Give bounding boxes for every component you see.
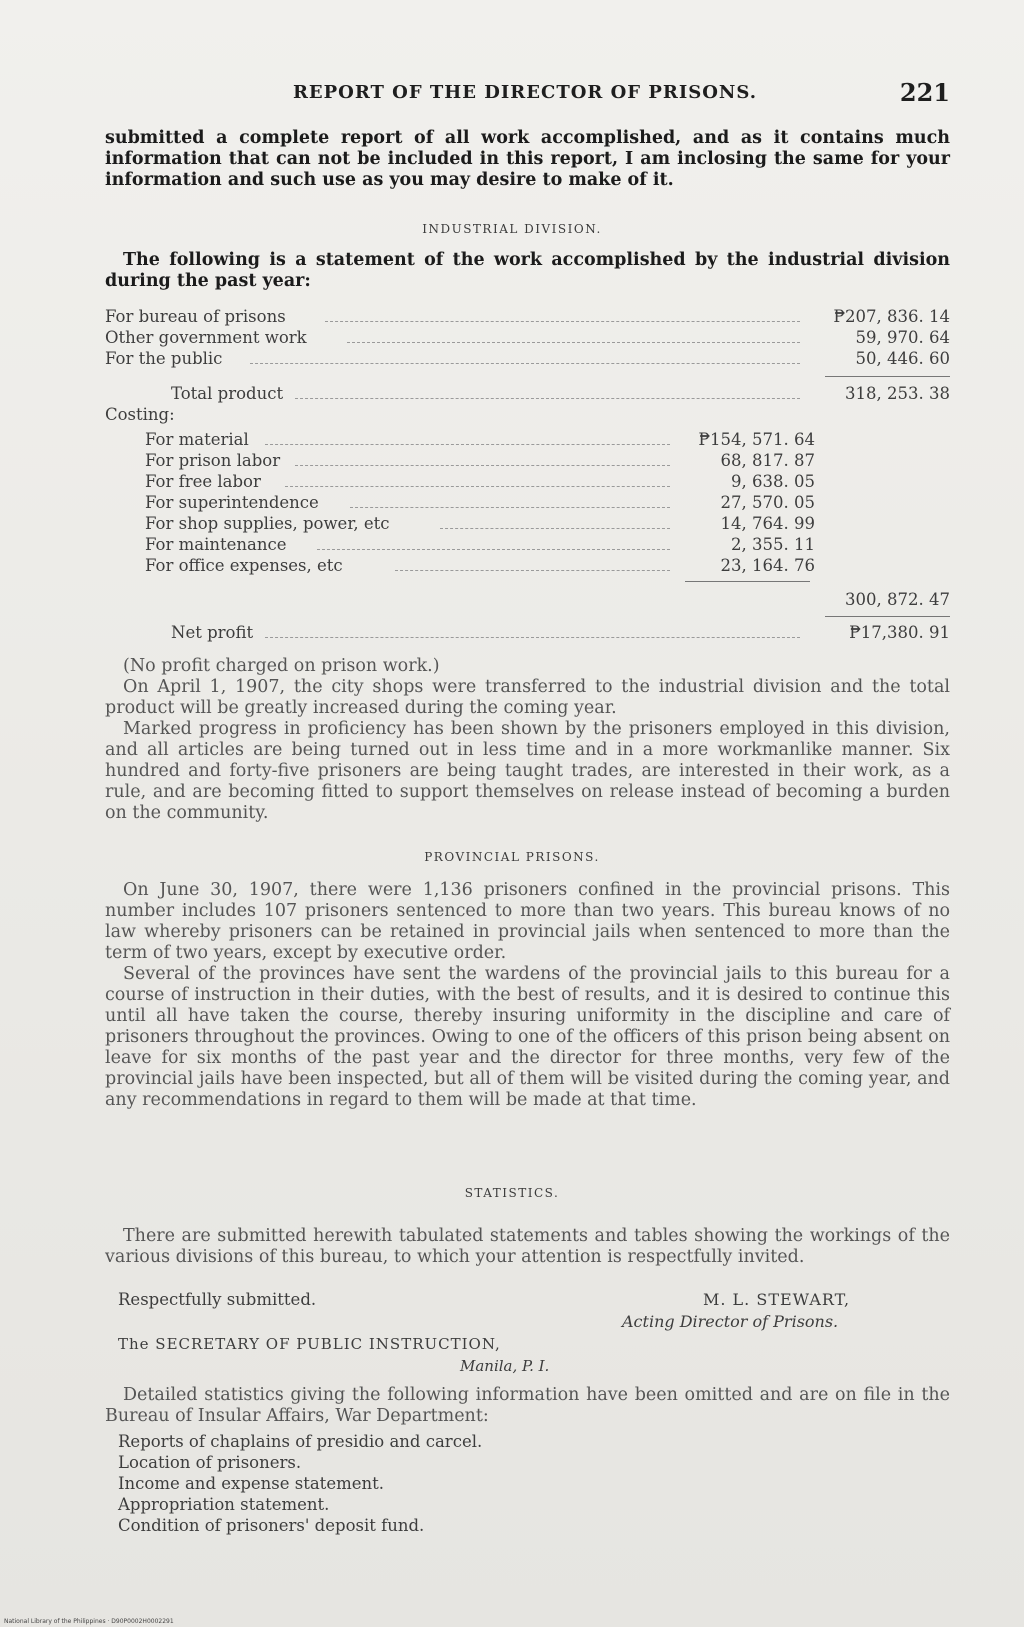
omitted-text-block bbox=[105, 1385, 950, 1427]
industrial-text-block bbox=[105, 656, 950, 824]
library-footer: National Library of the Philippines · D90P0002H0002291 bbox=[4, 1618, 174, 1625]
total-product-amount: 318, 253. 38 bbox=[845, 384, 950, 403]
provincial-para-2: Several of the provinces have sent the wardens of the provincial jails to this bureau for a course of instruction in their duties, with the best of results, and it is desired to continue this until all have taken the course, thereby insuring uniformity in the discipline and care of prisoners throughout the provinces. Owing to one of the officers of this prison being absent on leave for six months of the past year and the director for three months, very few of the provincial jails have been inspected, but all of them will be visited during the coming year, and any recommendations in regard to them will be made at that time. bbox=[105, 964, 950, 1110]
leader-dots bbox=[265, 637, 800, 638]
omitted-item: Appropriation statement. bbox=[118, 1495, 330, 1514]
provincial-text-block bbox=[105, 880, 950, 1111]
product-label: For the public bbox=[105, 349, 223, 368]
provincial-para-1: On June 30, 1907, there were 1,136 prisoners confined in the provincial prisons. This number includes 107 prisoners sentenced to more than two years. This bureau knows of no law whereby prisoners can be retained in provincial jails when sentenced to more than the term of two years, except by executive order. bbox=[105, 880, 950, 963]
leader-dots bbox=[285, 486, 670, 487]
leader-dots bbox=[347, 342, 800, 343]
product-label: Other government work bbox=[105, 328, 307, 347]
intro-paragraph-block bbox=[105, 128, 950, 191]
costing-line bbox=[105, 451, 950, 471]
addressee: The SECRETARY OF PUBLIC INSTRUCTION, bbox=[118, 1335, 501, 1353]
costing-item-label: For shop supplies, power, etc bbox=[145, 514, 390, 533]
product-line-public bbox=[105, 349, 950, 369]
costing-item-label: For prison labor bbox=[145, 451, 281, 470]
costing-line bbox=[105, 556, 950, 576]
costing-item-label: For office expenses, etc bbox=[145, 556, 343, 575]
omitted-item: Reports of chaplains of presidio and carcel. bbox=[118, 1432, 483, 1451]
place: Manila, P. I. bbox=[460, 1357, 550, 1375]
product-amount: 59, 970. 64 bbox=[855, 328, 950, 347]
costing-total-amount: 300, 872. 47 bbox=[845, 590, 950, 609]
product-line-government bbox=[105, 328, 950, 348]
total-product-label: Total product bbox=[171, 384, 284, 403]
costing-item-amount: 27, 570. 05 bbox=[720, 493, 815, 512]
costing-item-amount: 2, 355. 11 bbox=[731, 535, 815, 554]
net-profit-amount: ₱17,380. 91 bbox=[849, 623, 950, 642]
costing-item-amount: 14, 764. 99 bbox=[720, 514, 815, 533]
product-amount: ₱207, 836. 14 bbox=[833, 307, 950, 326]
leader-dots bbox=[350, 507, 670, 508]
net-profit-label: Net profit bbox=[171, 623, 254, 642]
costing-item-label: For superintendence bbox=[145, 493, 319, 512]
leader-dots bbox=[325, 321, 800, 322]
net-profit-line bbox=[105, 623, 950, 643]
statistics-text-block bbox=[105, 1226, 950, 1268]
statistics-para: There are submitted herewith tabulated statements and tables showing the workings of the various divisions of this bureau, to which your attention is respectfully invited. bbox=[105, 1226, 950, 1267]
leader-dots bbox=[295, 398, 800, 399]
costing-total-line bbox=[105, 590, 950, 610]
industrial-para-1: On April 1, 1907, the city shops were transferred to the industrial division and the total product will be greatly increased during the coming year. bbox=[105, 677, 950, 718]
costing-sum-rule bbox=[685, 581, 810, 582]
costing-line bbox=[105, 535, 950, 555]
costing-line bbox=[105, 493, 950, 513]
leader-dots bbox=[395, 570, 670, 571]
leader-dots bbox=[295, 465, 670, 466]
costing-line bbox=[105, 430, 950, 450]
leader-dots bbox=[440, 528, 670, 529]
product-line-bureau bbox=[105, 307, 950, 327]
statistics-heading: STATISTICS. bbox=[464, 1186, 560, 1200]
sum-rule bbox=[825, 376, 950, 377]
signer-title: Acting Director of Prisons. bbox=[622, 1312, 839, 1331]
omitted-item: Income and expense statement. bbox=[118, 1474, 384, 1493]
costing-heading bbox=[105, 405, 950, 425]
industrial-intro-block bbox=[105, 250, 950, 292]
costing-item-amount: 68, 817. 87 bbox=[720, 451, 815, 470]
product-amount: 50, 446. 60 bbox=[855, 349, 950, 368]
costing-line bbox=[105, 514, 950, 534]
costing-line bbox=[105, 472, 950, 492]
signer-name: M. L. STEWART, bbox=[703, 1290, 851, 1309]
closing-line: Respectfully submitted. bbox=[118, 1290, 317, 1309]
net-sum-rule bbox=[825, 616, 950, 617]
costing-item-label: For free labor bbox=[145, 472, 261, 491]
page-header bbox=[100, 78, 950, 112]
profit-note: (No profit charged on prison work.) bbox=[123, 656, 440, 676]
leader-dots bbox=[265, 444, 670, 445]
product-label: For bureau of prisons bbox=[105, 307, 286, 326]
provincial-prisons-heading: PROVINCIAL PRISONS. bbox=[424, 850, 600, 864]
running-head: REPORT OF THE DIRECTOR OF PRISONS. bbox=[292, 82, 758, 103]
leader-dots bbox=[250, 363, 800, 364]
total-product-line bbox=[105, 384, 950, 404]
costing-item-amount: 23, 164. 76 bbox=[720, 556, 815, 575]
costing-item-label: For material bbox=[145, 430, 249, 449]
omitted-item: Condition of prisoners' deposit fund. bbox=[118, 1516, 425, 1535]
industrial-ledger bbox=[105, 307, 950, 652]
omitted-item: Location of prisoners. bbox=[118, 1453, 302, 1472]
costing-item-label: For maintenance bbox=[145, 535, 287, 554]
costing-item-amount: 9, 638. 05 bbox=[731, 472, 815, 491]
industrial-intro: The following is a statement of the work accomplished by the industrial division during the past year: bbox=[105, 250, 950, 291]
page-number: 221 bbox=[899, 78, 950, 107]
leader-dots bbox=[317, 549, 670, 550]
industrial-para-2: Marked progress in proficiency has been shown by the prisoners employed in this division, and all articles are being turned out in less time and in a more workmanlike manner. Six hundred and forty-five prisoners are being taught trades, are interested in their work, as a rule, and are becoming fitted to support themselves on release instead of becoming a burden on the community. bbox=[105, 719, 950, 823]
costing-label: Costing: bbox=[105, 405, 175, 424]
industrial-division-heading: INDUSTRIAL DIVISION. bbox=[422, 222, 602, 236]
omitted-intro: Detailed statistics giving the following information have been omitted and are on file in the Bureau of Insular Affairs, War Department: bbox=[105, 1385, 950, 1426]
costing-item-amount: ₱154, 571. 64 bbox=[698, 430, 815, 449]
intro-paragraph: submitted a complete report of all work accomplished, and as it contains much information that can not be included in this report, I am inclosing the same for your information and such use as you may desire to make of it. bbox=[105, 128, 950, 190]
